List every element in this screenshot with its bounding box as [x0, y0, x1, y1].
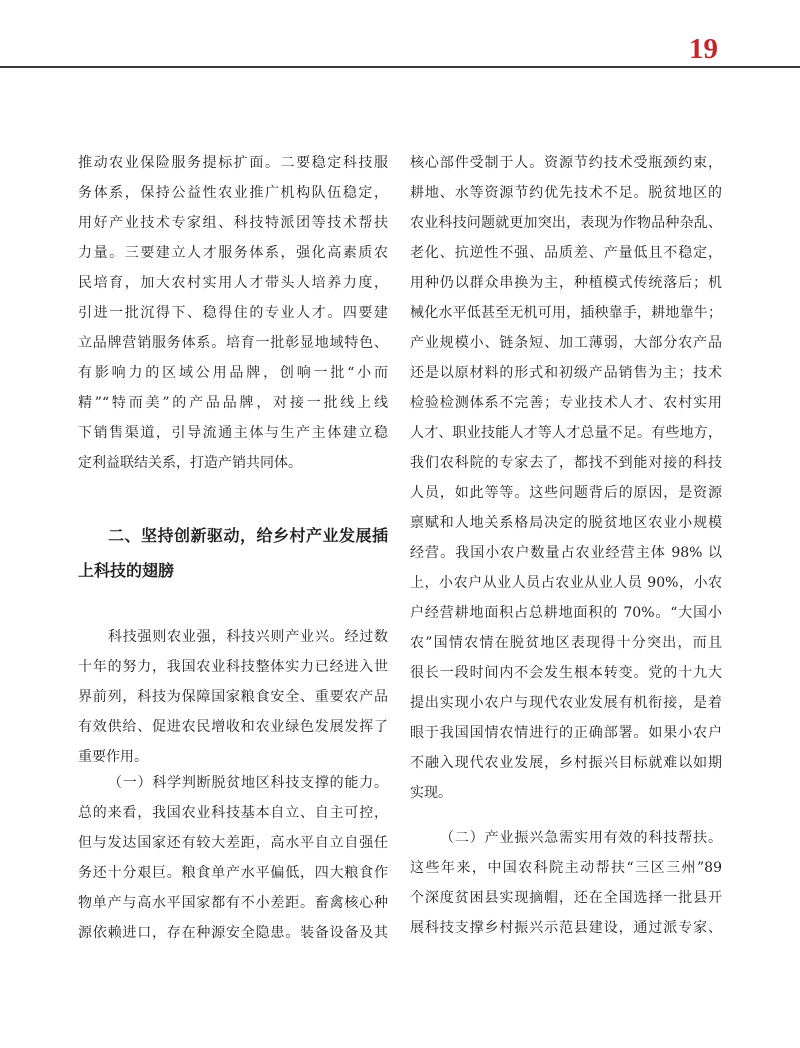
text-line: 不融入现代农业发展，乡村振兴目标就难以如期: [410, 755, 722, 771]
text-line: 科技强则农业强，科技兴则产业兴。经过数: [108, 629, 388, 645]
text-line: 十年的努力，我国农业科技整体实力已经进入世: [78, 659, 388, 675]
paragraph: [78, 768, 388, 948]
text-line: 上，小农户从业人员占农业从业人员 90%，小农: [410, 575, 722, 591]
text-line: 重要作用。: [78, 749, 148, 765]
text-line: 提出实现小农户与现代农业发展有机衔接，是着: [410, 695, 722, 711]
text-line: 我们农科院的专家去了，都找不到能对接的科技: [410, 455, 722, 471]
heading-line: 二、坚持创新驱动，给乡村产业发展插: [108, 526, 388, 545]
paragraph: [410, 823, 722, 943]
header-rule: [0, 66, 800, 68]
text-line: 个深度贫困县实现摘帽，还在全国选择一批县开: [410, 890, 722, 906]
text-line: 用种仍以群众串换为主，种植模式传统落后；机: [410, 275, 722, 291]
text-line: 引进一批沉得下、稳得住的专业人才。四要建: [78, 305, 388, 321]
text-line: 但与发达国家还有较大差距，高水平自立自强任: [78, 835, 388, 851]
text-line: 立品牌营销服务体系。培育一批彰显地域特色、: [78, 335, 388, 351]
page-number: 19: [689, 33, 718, 65]
text-line: 还是以原材料的形式和初级产品销售为主；技术: [410, 365, 722, 381]
text-line: 耕地、水等资源节约优先技术不足。脱贫地区的: [410, 185, 722, 201]
text-line: 禀赋和人地关系格局决定的脱贫地区农业小规模: [410, 515, 722, 531]
text-line: （二）产业振兴急需实用有效的科技帮扶。: [440, 830, 722, 846]
paragraph: [410, 148, 722, 808]
heading-line: 上科技的翅膀: [78, 561, 175, 580]
text-line: 农业科技问题就更加突出，表现为作物品种杂乱、: [410, 215, 722, 231]
text-line: 务体系，保持公益性农业推广机构队伍稳定，: [78, 185, 388, 201]
text-line: 农”国情农情在脱贫地区表现得十分突出，而且: [410, 635, 722, 651]
text-line: （一）科学判断脱贫地区科技支撑的能力。: [108, 775, 388, 791]
text-line: 人才、职业技能人才等人才总量不足。有些地方，: [410, 425, 722, 441]
text-line: 用好产业技术专家组、科技特派团等技术帮扶: [78, 215, 388, 231]
text-line: 检验检测体系不完善；专业技术人才、农村实用: [410, 395, 722, 411]
text-line: 力量。三要建立人才服务体系，强化高素质农: [78, 245, 388, 261]
text-line: 定利益联结关系，打造产销共同体。: [78, 455, 302, 471]
paragraph: [78, 148, 388, 478]
text-line: 这些年来，中国农科院主动帮扶“三区三州”89: [410, 860, 722, 876]
paragraph: [78, 622, 388, 772]
text-line: 民培育，加大农村实用人才带头人培养力度，: [78, 275, 388, 291]
text-line: 总的来看，我国农业科技基本自立、自主可控，: [78, 805, 388, 821]
text-line: 有影响力的区域公用品牌，创响一批“小而: [78, 365, 388, 381]
text-line: 核心部件受制于人。资源节约技术受瓶颈约束，: [410, 155, 722, 171]
text-line: 老化、抗逆性不强、品质差、产量低且不稳定，: [410, 245, 722, 261]
text-line: 户经营耕地面积占总耕地面积的 70%。“大国小: [410, 605, 722, 621]
text-line: 展科技支撑乡村振兴示范县建设，通过派专家、: [410, 920, 722, 936]
text-line: 很长一段时间内不会发生根本转变。党的十九大: [410, 665, 722, 681]
text-line: 推动农业保险服务提标扩面。二要稳定科技服: [78, 155, 388, 171]
text-line: 有效供给、促进农民增收和农业绿色发展发挥了: [78, 719, 388, 735]
text-line: 下销售渠道，引导流通主体与生产主体建立稳: [78, 425, 388, 441]
text-line: 实现。: [410, 785, 452, 801]
text-line: 人员，如此等等。这些问题背后的原因，是资源: [410, 485, 722, 501]
text-line: 务还十分艰巨。粮食单产水平偏低，四大粮食作: [78, 865, 388, 881]
text-line: 物单产与高水平国家都有不小差距。畜禽核心种: [78, 895, 388, 911]
section-heading: [78, 518, 388, 588]
text-line: 械化水平低甚至无机可用，插秧靠手，耕地靠牛；: [410, 305, 722, 321]
text-line: 源依赖进口，存在种源安全隐患。装备设备及其: [78, 925, 388, 941]
text-line: 产业规模小、链条短、加工薄弱，大部分农产品: [410, 335, 722, 351]
text-line: 眼于我国国情农情进行的正确部署。如果小农户: [410, 725, 722, 741]
text-line: 经营。我国小农户数量占农业经营主体 98% 以: [410, 545, 722, 561]
text-line: 界前列，科技为保障国家粮食安全、重要农产品: [78, 689, 388, 705]
text-line: 精”“特而美”的产品品牌，对接一批线上线: [78, 395, 388, 411]
